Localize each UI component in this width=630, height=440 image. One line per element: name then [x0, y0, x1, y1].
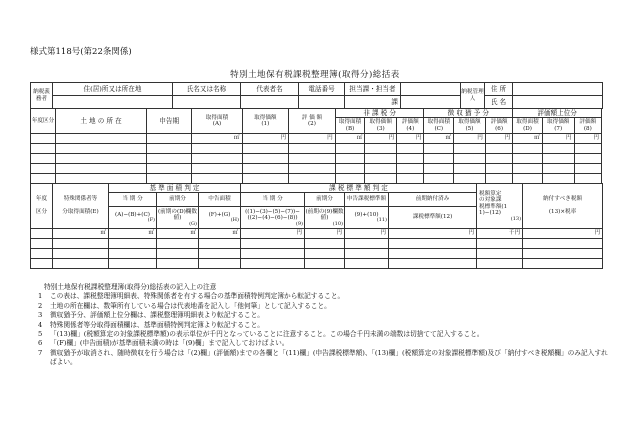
top-group-header: 評価額上位分	[513, 109, 602, 118]
top-area-no: (D)	[523, 125, 532, 132]
form-number: 様式第118号(第22条関係)	[30, 47, 132, 57]
land-table	[30, 108, 602, 184]
base-mid-no: (H)	[230, 217, 239, 224]
std-group-header: 課 税 標 準 額 判 定	[241, 184, 477, 193]
base-prior-header: 前期分	[157, 193, 199, 207]
std-filing-no: (11)	[376, 217, 387, 224]
unit-m2: ㎡	[335, 134, 365, 144]
deferral-area-no: (C)	[434, 125, 444, 132]
year-header: 年度	[35, 196, 48, 203]
table-row	[31, 239, 603, 249]
table-row	[31, 259, 603, 269]
name-value[interactable]	[173, 96, 241, 109]
person-value[interactable]	[401, 96, 461, 109]
note-number: 3	[38, 311, 43, 320]
note-number: 2	[38, 301, 43, 310]
notes-heading: 特別土地保有税課税整理簿(取得分)総括表の記入上の注意	[44, 283, 217, 291]
table-row	[31, 144, 602, 154]
unit-yen: 円	[305, 229, 345, 239]
paid-sub: 課税標準額(12)	[389, 207, 477, 229]
unit-m2: ㎡	[53, 229, 109, 239]
note-text: 徴収猶予分、評価額上位分欄は、課税整理簿明細表より転記すること。	[50, 311, 264, 320]
basis-l2: の対象課	[479, 197, 502, 203]
table-row	[31, 154, 602, 164]
address-value[interactable]	[53, 96, 173, 109]
unit-yen: 円	[542, 134, 574, 144]
base-mid-header: 中告面積	[199, 193, 241, 207]
nontax-price-no: (3)	[376, 125, 385, 132]
std-current-header: 当 期 分	[241, 193, 305, 207]
unit-yen: 円	[574, 134, 601, 144]
note-number: 7	[38, 348, 43, 357]
base-prior-no: (G)	[189, 220, 197, 227]
basis-l1: 税額算定	[479, 190, 502, 197]
paid-header: 前期納付済み	[389, 193, 477, 207]
admin-address-label: 住 所	[485, 83, 513, 96]
unit-yen: 円	[365, 134, 397, 144]
std-filing-header: 申告課税標準額	[345, 193, 389, 207]
base-group-header: 基 準 面 積 判 定	[109, 184, 241, 193]
rep-value[interactable]	[241, 96, 299, 109]
note-item	[38, 292, 613, 301]
filing-date-header: 申告期	[147, 109, 192, 134]
acq-area-no: (A)	[212, 121, 222, 127]
page-title: 特別土地保有税課税整理簿(取得分)総括表	[230, 70, 400, 80]
note-text: 土地の所在欄は、数筆所有している場合は代表地番を記入し「他何筆」として記入すること。	[50, 301, 331, 310]
unit-yen: 円	[345, 229, 389, 239]
nontax-assessed-no: (4)	[406, 125, 415, 132]
acq-area-header: 取得面積	[205, 114, 229, 121]
rep-label: 代表者名	[241, 83, 299, 96]
table-row	[31, 249, 603, 259]
basis-l3: 税標準額(1	[479, 203, 508, 210]
assessed-no: (2)	[307, 121, 316, 127]
unit-yen: 円	[523, 229, 603, 239]
top-price-no: (7)	[554, 125, 563, 132]
note-number: 6	[38, 339, 43, 348]
note-text: 特殊関係者等分取得面積欄は、基準面積特例判定簿より転記すること。	[50, 320, 264, 329]
unit-m2: ㎡	[513, 134, 543, 144]
note-number: 4	[38, 320, 43, 329]
admin-address-value[interactable]	[513, 83, 603, 96]
nontax-price: 取得価額	[369, 119, 392, 125]
note-text: 「(13)欄」(税額算定の対象課税標準額)の表示単位が千円となっていることに注意すること。この場合千円未満の端数は切捨てて記入すること。	[50, 330, 484, 339]
unit-m2: ㎡	[424, 134, 454, 144]
note-item	[38, 349, 613, 368]
special-area-header: 分取得面積(E)	[62, 209, 99, 216]
std-prior-header: 前期分	[305, 193, 345, 207]
taxpayer-table	[30, 82, 603, 109]
dept-value[interactable]	[401, 83, 461, 96]
taxpayer-label: 納税義務者	[31, 83, 53, 109]
deferral-price-no: (5)	[465, 125, 474, 132]
note-number: 1	[38, 292, 43, 301]
unit-m2: ㎡	[157, 229, 199, 239]
deferral-area: 取得面積	[427, 119, 450, 125]
basis-l4: 1)−(12)	[479, 210, 501, 216]
note-item	[38, 302, 613, 311]
unit-yen: 円	[242, 134, 289, 144]
top-area: 取得面積	[516, 119, 539, 125]
admin-name-label: 氏 名	[485, 96, 513, 109]
payable-formula: (13)×税率	[548, 209, 577, 216]
unit-yen: 円	[289, 134, 336, 144]
unit-yen: 円	[397, 134, 424, 144]
std-filing-formula: (9)+(10)	[354, 211, 379, 218]
phone-value[interactable]	[299, 96, 345, 109]
nontax-assessed: 評価額	[401, 119, 419, 125]
name-label: 氏名又は名称	[173, 83, 241, 96]
base-mid-formula: (F)+(G)	[208, 211, 231, 218]
unit-yen: 円	[389, 229, 477, 239]
note-item	[38, 311, 613, 320]
notes-section	[38, 283, 613, 368]
note-item	[38, 339, 613, 348]
top-price: 取得価額	[547, 119, 570, 125]
unit-m2: ㎡	[192, 134, 242, 144]
note-item	[38, 321, 613, 330]
phone-label: 電話番号	[299, 83, 345, 96]
std-current-formula: ((1)−(3)−(5)−(7))−((2)−(4)−(6)−(8))	[245, 208, 300, 221]
unit-thousand-yen: 千円	[477, 229, 523, 239]
admin-label: 納税管理人	[461, 83, 485, 109]
judgement-table	[30, 183, 603, 269]
acq-price-header: 取得価額	[254, 114, 277, 121]
assessed-header: 評 価 額	[301, 114, 323, 121]
note-number: 5	[38, 330, 43, 339]
base-current-no: (F)	[147, 217, 155, 224]
std-prior-no: (10)	[332, 220, 343, 227]
unit-m2: ㎡	[199, 229, 241, 239]
nontax-area-no: (B)	[345, 125, 355, 132]
note-text: 「(F)欄」(申告面積)が基準面積未満の時は「(9)欄」まで記入しておけばよい。	[50, 339, 289, 348]
top-assessed: 評価額	[579, 119, 597, 125]
acq-price-no: (1)	[261, 121, 270, 127]
unit-m2: ㎡	[109, 229, 157, 239]
year-header: 年度区分	[31, 109, 56, 134]
deferral-assessed-no: (6)	[495, 125, 504, 132]
std-prior-sub: (前期の(9)欄数値)	[305, 208, 344, 221]
unit-yen: 円	[454, 134, 486, 144]
table-row	[31, 164, 602, 174]
location-header: 土 地 の 所 在	[56, 109, 147, 134]
base-current-header: 当 期 分	[109, 193, 157, 207]
base-current-formula: (A)−(B)+(C)	[115, 211, 150, 218]
deferral-assessed: 評価額	[490, 119, 508, 125]
special-holder-header: 特殊関係者等	[63, 196, 98, 203]
deferral-group-header: 徴 収 猶 予 分	[424, 109, 513, 118]
division-header: 区分	[35, 209, 48, 216]
dept-suffix: 課	[345, 96, 401, 109]
unit-yen: 円	[485, 134, 512, 144]
address-label: 住(居)所又は所在地	[53, 83, 173, 96]
std-current-no: (9)	[295, 220, 303, 227]
table-row	[31, 174, 602, 184]
basis-no: (13)	[510, 215, 522, 222]
nontax-area: 取得面積	[338, 119, 362, 125]
payable-header: 納付すべき税額	[543, 196, 583, 203]
deferral-price: 取得価額	[458, 119, 481, 125]
nontax-group-header: 非 課 税 分	[335, 109, 424, 118]
top-assessed-no: (8)	[583, 125, 592, 132]
unit-yen: 円	[241, 229, 305, 239]
note-text: 徴収猶予が取消され、随時徴収を行う場合は「(2)欄」(評価額)までの各欄と「(11)欄」(申告課税標準額)、「(13)欄」(税額算定の対象課税標準額)及び「納付すべき税額欄」のみ記入すればよい。	[50, 348, 608, 367]
admin-name-value[interactable]	[513, 96, 603, 109]
dept-label: 担当課・担当者	[345, 83, 401, 96]
note-text: この表は、課税整理簿明細表、特殊関係者を有する場合の基準面積特例判定簿から転記すること。	[50, 292, 345, 301]
base-prior-sub: (前期の(D)欄数値)	[157, 208, 197, 221]
